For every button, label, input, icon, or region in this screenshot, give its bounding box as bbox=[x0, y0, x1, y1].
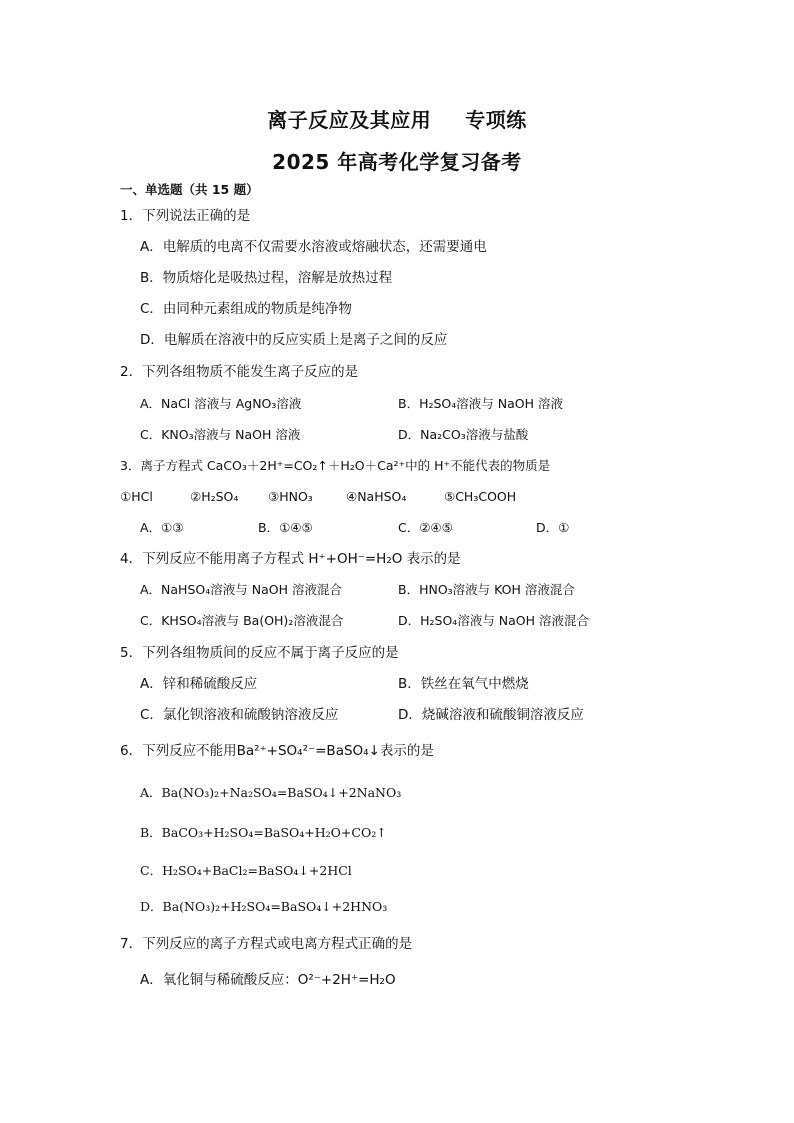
question-6-option-b: B．BaCO₃+H₂SO₄=BaSO₄+H₂O+CO₂↑ bbox=[140, 825, 387, 840]
question-6-stem: 6．下列反应不能用Ba²⁺+SO₄²⁻=BaSO₄↓表示的是 bbox=[120, 743, 434, 759]
question-3-item-3: ③HNO₃ bbox=[268, 489, 313, 504]
document-subtitle: 2025 年高考化学复习备考 bbox=[272, 150, 522, 174]
question-7-option-a: A．氧化铜与稀硫酸反应：O²⁻+2H⁺=H₂O bbox=[140, 972, 396, 988]
question-6-option-d: D．Ba(NO₃)₂+H₂SO₄=BaSO₄↓+2HNO₃ bbox=[140, 899, 388, 914]
question-2-option-b: B．H₂SO₄溶液与 NaOH 溶液 bbox=[398, 396, 563, 411]
question-2-option-a: A．NaCl 溶液与 AgNO₃溶液 bbox=[140, 396, 302, 411]
question-1-option-d: D．电解质在溶液中的反应实质上是离子之间的反应 bbox=[140, 332, 448, 348]
question-3-option-c: C．②④⑤ bbox=[398, 520, 453, 535]
question-6-option-a: A．Ba(NO₃)₂+Na₂SO₄=BaSO₄↓+2NaNO₃ bbox=[140, 785, 402, 800]
question-2-stem: 2．下列各组物质不能发生离子反应的是 bbox=[120, 364, 359, 380]
question-1-stem: 1．下列说法正确的是 bbox=[120, 208, 251, 224]
question-4-option-d: D．H₂SO₄溶液与 NaOH 溶液混合 bbox=[398, 613, 590, 628]
title-main: 离子反应及其应用 bbox=[267, 108, 432, 132]
question-3-option-a: A．①③ bbox=[140, 520, 184, 535]
question-3-item-4: ④NaHSO₄ bbox=[346, 489, 407, 504]
question-3-option-d: D．① bbox=[536, 520, 570, 535]
question-3-option-b: B．①④⑤ bbox=[258, 520, 313, 535]
question-2-option-d: D．Na₂CO₃溶液与盐酸 bbox=[398, 427, 529, 442]
question-3-stem: 3．离子方程式 CaCO₃＋2H⁺=CO₂↑＋H₂O＋Ca²⁺中的 H⁺不能代表的物质是 bbox=[120, 458, 551, 473]
question-5-option-a: A．锌和稀硫酸反应 bbox=[140, 676, 258, 692]
question-4-option-a: A．NaHSO₄溶液与 NaOH 溶液混合 bbox=[140, 582, 342, 597]
section-heading: 一、单选题（共 15 题） bbox=[120, 182, 259, 197]
question-1-option-c: C．由同种元素组成的物质是纯净物 bbox=[140, 301, 352, 317]
question-3-item-1: ①HCl bbox=[120, 489, 153, 504]
title-side: 专项练 bbox=[465, 108, 527, 132]
question-1-option-a: A．电解质的电离不仅需要水溶液或熔融状态，还需要通电 bbox=[140, 239, 487, 255]
question-2-option-c: C．KNO₃溶液与 NaOH 溶液 bbox=[140, 427, 301, 442]
question-7-stem: 7．下列反应的离子方程式或电离方程式正确的是 bbox=[120, 936, 413, 952]
question-3-item-5: ⑤CH₃COOH bbox=[444, 489, 517, 504]
document-title bbox=[0, 104, 794, 133]
question-1-option-b: B．物质熔化是吸热过程，溶解是放热过程 bbox=[140, 270, 393, 286]
question-5-option-d: D．烧碱溶液和硫酸铜溶液反应 bbox=[398, 707, 584, 723]
question-5-option-b: B．铁丝在氧气中燃烧 bbox=[398, 676, 529, 692]
question-4-option-c: C．KHSO₄溶液与 Ba(OH)₂溶液混合 bbox=[140, 613, 344, 628]
question-4-option-b: B．HNO₃溶液与 KOH 溶液混合 bbox=[398, 582, 575, 597]
question-5-option-c: C．氯化钡溶液和硫酸钠溶液反应 bbox=[140, 707, 339, 723]
question-3-item-2: ②H₂SO₄ bbox=[190, 489, 239, 504]
question-5-stem: 5．下列各组物质间的反应不属于离子反应的是 bbox=[120, 645, 399, 661]
question-6-option-c: C．H₂SO₄+BaCl₂=BaSO₄↓+2HCl bbox=[140, 863, 352, 878]
question-4-stem: 4．下列反应不能用离子方程式 H⁺+OH⁻=H₂O 表示的是 bbox=[120, 551, 461, 567]
